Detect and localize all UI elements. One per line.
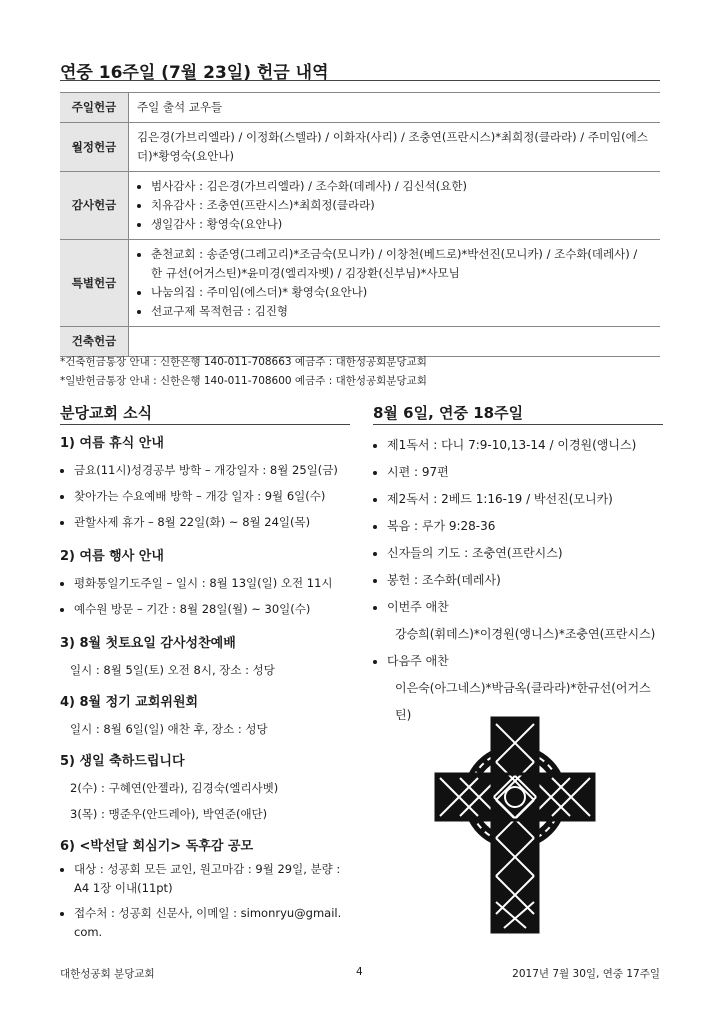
page-title: 연중 16주일 (7월 23일) 헌금 내역 <box>60 63 329 83</box>
row-content: 주일 출석 교우들 <box>129 93 661 123</box>
detail-line: 3(목) : 맹준우(안드레아), 박연준(애단) <box>70 807 268 821</box>
table-row <box>60 172 660 240</box>
section-heading: 6) <박선달 회심기> 독후감 공모 <box>60 839 254 854</box>
row-label: 주일헌금 <box>60 93 129 123</box>
account-notes <box>60 353 427 391</box>
list-item: • 복음 : 루가 9:28-36 <box>387 513 663 540</box>
note-line: *건축헌금통장 안내 : 신한은행 140-011-708663 예금주 : 대한성공회분당교회 <box>60 356 427 368</box>
table-row <box>60 327 660 357</box>
row-label: 특별헌금 <box>60 240 129 327</box>
section-heading: 2) 여름 행사 안내 <box>60 549 164 564</box>
page-number: 4 <box>356 966 363 978</box>
news-section <box>60 432 350 535</box>
list-item: • 평화통일기도주일 – 일시 : 8월 13일(일) 오전 11시 <box>74 570 350 596</box>
next-week-names: 이은숙(아그네스)*박금옥(클라라)*한규선(어거스틴) <box>395 681 651 722</box>
list-item: • 이번주 애찬 <box>387 594 663 621</box>
celtic-cross-icon <box>430 712 600 942</box>
row-label: 월정헌금 <box>60 123 129 172</box>
liturgy-divider <box>373 424 663 425</box>
news-divider <box>60 424 350 425</box>
title-divider <box>60 80 660 81</box>
news-column <box>60 432 350 952</box>
note-line: *일반헌금통장 안내 : 신한은행 140-011-708600 예금주 : 대한성공회분당교회 <box>60 375 427 387</box>
list-item: • 선교구제 목적헌금 : 김진형 <box>151 302 652 321</box>
detail-line: 일시 : 8월 6일(일) 애찬 후, 장소 : 성당 <box>70 722 268 736</box>
this-week-names: 강승희(휘데스)*이경원(앵니스)*조충연(프란시스) <box>395 627 656 641</box>
list-item: • 춘천교회 : 송준영(그레고리)*조금숙(모니카) / 이창천(베드로)*박선진(모니카) / 조수화(데레사) / 한 규선(어거스틴)*윤미경(엘리자벳) / 김장환(신부님)*사모님 <box>151 245 652 283</box>
row-content <box>129 172 661 240</box>
footer-date: 2017년 7월 30일, 연중 17주일 <box>512 968 660 980</box>
detail-line: 2(수) : 구혜연(안젤라), 김경숙(엘리사벳) <box>70 781 279 795</box>
list-item: • 나눔의집 : 주미임(에스더)* 황영숙(요안나) <box>151 283 652 302</box>
footer-church-name: 대한성공회 분당교회 <box>60 968 155 980</box>
news-section <box>60 632 350 683</box>
list-item: • 치유감사 : 조충연(프란시스)*최희정(클라라) <box>151 196 652 215</box>
row-label: 건축헌금 <box>60 327 129 357</box>
table-row <box>60 240 660 327</box>
list-item: • 금요(11시)성경공부 방학 – 개강일자 : 8월 25일(금) <box>74 457 350 483</box>
section-heading: 5) 생일 축하드립니다 <box>60 754 185 769</box>
list-item: • 찾아가는 수요예배 방학 – 개강 일자 : 9월 6일(수) <box>74 483 350 509</box>
list-item: • 예수원 방문 – 기간 : 8월 28일(월) ~ 30일(수) <box>74 596 350 622</box>
news-section <box>60 750 350 827</box>
list-item: • 접수처 : 성공회 신문사, 이메일 : simonryu@gmail. com. <box>74 904 350 942</box>
table-row <box>60 123 660 172</box>
news-section <box>60 835 350 942</box>
list-item: • 봉헌 : 조수화(데레사) <box>387 567 663 594</box>
news-title: 분당교회 소식 <box>60 404 153 422</box>
liturgy-column <box>373 432 663 729</box>
detail-line: 일시 : 8월 5일(토) 오전 8시, 장소 : 성당 <box>70 663 275 677</box>
row-content: 김은경(가브리엘라) / 이정화(스텔라) / 이화자(사리) / 조충연(프란시스)*최희정(클라라) / 주미임(에스 더)*황영숙(요안나) <box>129 123 661 172</box>
news-section <box>60 545 350 622</box>
news-section <box>60 691 350 742</box>
offering-table <box>60 92 660 357</box>
liturgy-title: 8월 6일, 연중 18주일 <box>373 404 524 422</box>
row-content <box>129 240 661 327</box>
list-item: • 신자들의 기도 : 조충연(프란시스) <box>387 540 663 567</box>
section-heading: 1) 여름 휴식 안내 <box>60 436 164 451</box>
list-item: • 생일감사 : 황영숙(요안나) <box>151 215 652 234</box>
row-content <box>129 327 661 357</box>
list-item: • 다음주 애찬 <box>387 648 663 675</box>
section-heading: 3) 8월 첫토요일 감사성찬예배 <box>60 636 236 651</box>
list-item: • 제1독서 : 다니 7:9-10,13-14 / 이경원(앵니스) <box>387 432 663 459</box>
table-row <box>60 93 660 123</box>
list-item: • 범사감사 : 김은경(가브리엘라) / 조수화(데레사) / 김신석(요한) <box>151 177 652 196</box>
row-label: 감사헌금 <box>60 172 129 240</box>
list-item: • 제2독서 : 2베드 1:16-19 / 박선진(모니카) <box>387 486 663 513</box>
list-item: • 관할사제 휴가 – 8월 22일(화) ~ 8월 24일(목) <box>74 509 350 535</box>
section-heading: 4) 8월 정기 교회위원회 <box>60 695 199 710</box>
list-item: • 시편 : 97편 <box>387 459 663 486</box>
list-item: • 대상 : 성공회 모든 교인, 원고마감 : 9월 29일, 분량 : A4 1장 이내(11pt) <box>74 860 350 898</box>
